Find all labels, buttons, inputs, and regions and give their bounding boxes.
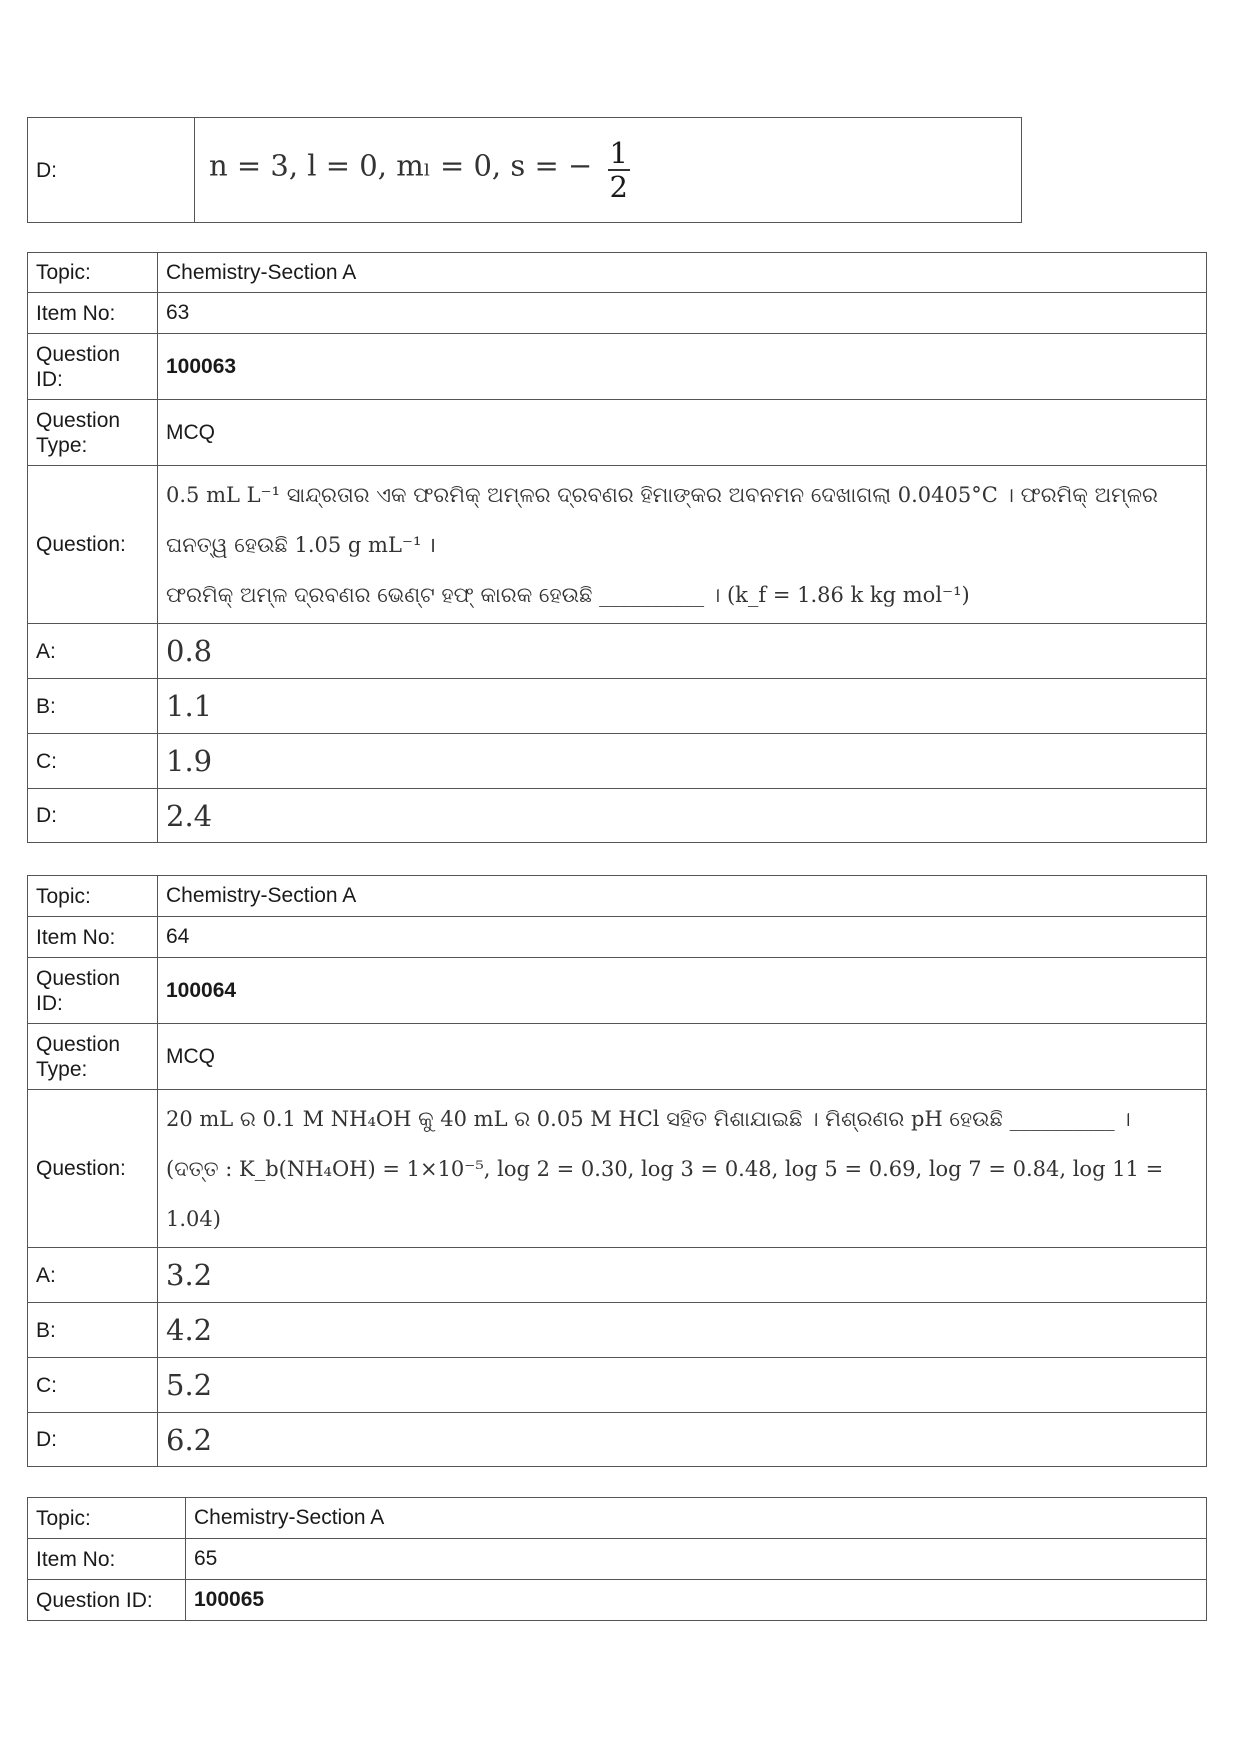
option-b-value: 4.2 xyxy=(158,1303,1207,1358)
question-type-value: MCQ xyxy=(158,400,1207,466)
question-label: Question: xyxy=(28,1090,158,1248)
question-table-64 xyxy=(27,875,1207,1467)
topic-label: Topic: xyxy=(28,1498,186,1539)
item-no-value: 65 xyxy=(186,1539,1207,1580)
item-no-value: 63 xyxy=(158,293,1207,334)
question-text xyxy=(158,466,1207,624)
option-b-value: 1.1 xyxy=(158,679,1207,734)
item-no-label: Item No: xyxy=(28,1539,186,1580)
item-no-label: Item No: xyxy=(28,917,158,958)
option-a-value: 0.8 xyxy=(158,624,1207,679)
quantum-numbers: n = 3, l = 0, mₗ = 0, s = − xyxy=(209,148,602,183)
question-id-label: Question ID: xyxy=(28,958,158,1024)
option-a-label: A: xyxy=(28,624,158,679)
option-d-label: D: xyxy=(28,1413,158,1467)
topic-value: Chemistry-Section A xyxy=(158,253,1207,293)
question-text xyxy=(158,1090,1207,1248)
option-a-value: 3.2 xyxy=(158,1248,1207,1303)
option-value xyxy=(195,118,1022,223)
question-label: Question: xyxy=(28,466,158,624)
item-no-value: 64 xyxy=(158,917,1207,958)
question-line-1: 0.5 mL L⁻¹ ସାନ୍ଦ୍ରତାର ଏକ ଫରମିକ୍ ଅମ୍ଳର ଦ୍ରବଣର ହିମାଙ୍କର ଅବନମନ ଦେଖାଗଲା 0.0405°C । ଫରମିକ୍ ଅମ୍ଳର xyxy=(166,482,1158,507)
question-id-value: 100065 xyxy=(186,1580,1207,1621)
question-line-3: 1.04) xyxy=(166,1206,221,1231)
question-line-2: ଘନତ୍ୱ ହେଉଛି 1.05 g mL⁻¹ । xyxy=(166,532,437,557)
option-d-value: 6.2 xyxy=(158,1413,1207,1467)
question-id-value: 100063 xyxy=(158,334,1207,400)
topic-label: Topic: xyxy=(28,253,158,293)
option-label: D: xyxy=(28,118,195,223)
option-c-label: C: xyxy=(28,1358,158,1413)
option-c-label: C: xyxy=(28,734,158,789)
fraction-denominator: 2 xyxy=(609,170,628,204)
question-id-label: Question ID: xyxy=(28,1580,186,1621)
option-b-label: B: xyxy=(28,1303,158,1358)
topic-value: Chemistry-Section A xyxy=(186,1498,1207,1539)
option-d-label: D: xyxy=(28,789,158,843)
question-line-2: (ଦତ୍ତ : K_b(NH₄OH) = 1×10⁻⁵, log 2 = 0.30, log 3 = 0.48, log 5 = 0.69, log 7 = 0.84, log 11 = xyxy=(166,1156,1164,1181)
question-type-label: Question Type: xyxy=(28,1024,158,1090)
question-id-value: 100064 xyxy=(158,958,1207,1024)
option-c-value: 5.2 xyxy=(158,1358,1207,1413)
question-type-value: MCQ xyxy=(158,1024,1207,1090)
item-no-label: Item No: xyxy=(28,293,158,334)
question-type-label: Question Type: xyxy=(28,400,158,466)
question-id-label: Question ID: xyxy=(28,334,158,400)
question-table-65 xyxy=(27,1497,1207,1621)
topic-value: Chemistry-Section A xyxy=(158,876,1207,917)
option-d-value: 2.4 xyxy=(158,789,1207,843)
option-a-label: A: xyxy=(28,1248,158,1303)
option-c-value: 1.9 xyxy=(158,734,1207,789)
question-line-1: 20 mL ର 0.1 M NH₄OH କୁ 40 mL ର 0.05 M HCl ସହିତ ମିଶାଯାଇଛି । ମିଶ୍ରଣର pH ହେଉଛି __________ । xyxy=(166,1106,1131,1131)
prev-option-table xyxy=(27,117,1022,223)
option-b-label: B: xyxy=(28,679,158,734)
fraction-numerator: 1 xyxy=(609,136,628,170)
question-table-63 xyxy=(27,252,1207,843)
topic-label: Topic: xyxy=(28,876,158,917)
fraction xyxy=(608,137,630,203)
question-line-3: ଫରମିକ୍ ଅମ୍ଳ ଦ୍ରବଣର ଭେଣ୍ଟ ହଫ୍ କାରକ ହେଉଛି __________ । (k_f = 1.86 k kg mol⁻¹) xyxy=(166,582,970,607)
